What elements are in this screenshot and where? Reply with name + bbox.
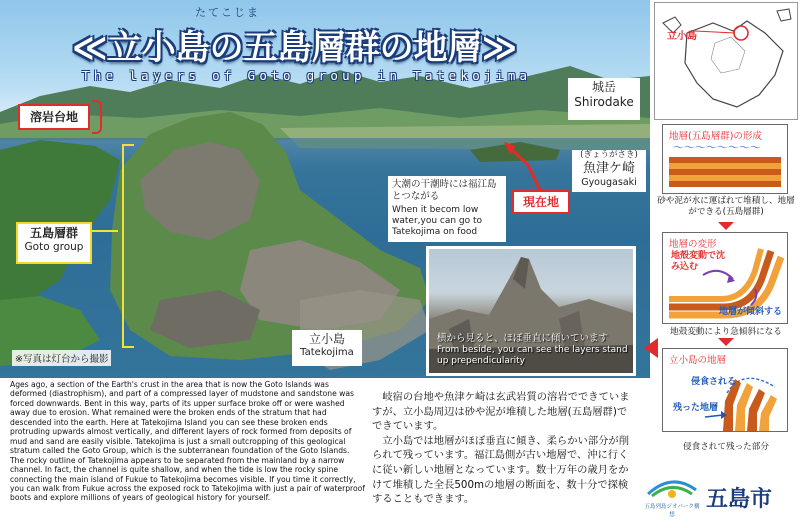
low-tide-note-en: When it becom low water,you can go to Tatekojima on food: [392, 204, 483, 238]
inset-caption-en: From beside, you can see the layers stand up prependicularity: [437, 344, 628, 367]
geopark-logo-name: 五島列島ジオパーク構想: [644, 504, 700, 518]
tilt-label: 地層が傾斜する: [719, 307, 783, 317]
arrow-down-icon: [718, 338, 734, 346]
shirodake-label-jp: 城岳: [591, 80, 616, 94]
deformation-caption: 地殻変動により急傾斜になる: [670, 327, 782, 337]
geopark-emblem-icon: [642, 470, 702, 502]
tatekojima-label-jp: 立小島: [308, 332, 345, 346]
deformation-panel-title: 地層の変形: [669, 239, 717, 250]
deformation-panel: [662, 232, 788, 324]
photo-note: ※写真は灯台から撮影: [12, 350, 111, 366]
inset-caption-jp: 横から見ると、ほぼ垂直に傾いています: [437, 333, 609, 344]
remaining-layers-label: 残った地層: [673, 403, 719, 413]
eroded-layers-illustration: [663, 361, 787, 431]
gyougasaki-label-en: Gyougasaki: [581, 176, 637, 188]
current-location-label: 現在地: [512, 190, 570, 214]
gyougasaki-label: [572, 150, 646, 192]
low-tide-note-jp: 大潮の干潮時には福江島とつながる: [392, 179, 497, 202]
shirodake-label-en: Shirodake: [574, 95, 634, 109]
tatekojima-label-en: Tatekojima: [300, 347, 354, 358]
page-title: ≪立小島の五島層群の地層≫: [72, 28, 518, 68]
english-paragraph-1: Ages ago, a section of the Earth's crust in the area that is now the Goto Islands was deformed (diastrophism), and part of a compressed layer of mudstone and sandstone was forced downwards. Bent in this way, parts of its upper surface broke off or were washed away due to erosion. What remained were the broken ends of the stratum that had descended into the earth. Here at Tatekojima Island you can see these broken ends protruding upwards almost vertically, and different layers of rock formed from deposits of mud and sand are easily visible. Tatekojima is just a small outcropping of this geological stratum called the Goto Group, which is the subterranean foundation of the Goto Islands.: [10, 380, 354, 456]
goto-city-logo: 五島市: [706, 487, 773, 512]
goto-group-extent-line: [122, 144, 124, 348]
page-title-english: The layers of Goto group in Tatekojima: [82, 68, 532, 83]
goto-group-extent-bottom: [122, 346, 134, 348]
inset-side-view-photo: [426, 246, 636, 376]
formation-water-waves: ～～～～～～～～: [673, 141, 761, 154]
goto-islands-map-illustration: [655, 3, 797, 119]
goto-group-label-en: Goto group: [24, 241, 84, 253]
formation-panel-title: 地層(五島層群)の形成: [669, 131, 762, 142]
lava-plateau-label: 溶岩台地: [18, 104, 90, 130]
subduction-label: 地殻変動で沈み込む: [671, 251, 726, 272]
arrow-left-icon: [644, 338, 658, 358]
location-map: [654, 2, 798, 120]
formation-caption: 砂や泥が水に運ばれて堆積し、地層ができる(五島層群): [657, 196, 795, 218]
arrow-down-icon: [718, 222, 734, 230]
formation-panel: [662, 124, 788, 194]
inset-caption: [437, 333, 633, 367]
sediment-layers-illustration: [663, 153, 787, 193]
japanese-paragraph-2: 立小島では地層がほぼ垂直に傾き、柔らかい部分が削られて残っています。福江島側が古い地層で、沖に行くに従い新しい地層となっています。数十万年の歳月をかけて堆積した全長500mの地層の断面を、数十分で探検することもできます。: [372, 434, 630, 506]
english-description: [10, 380, 366, 503]
goto-group-extent-top: [122, 144, 134, 146]
gyougasaki-furigana: (ぎょうがさき): [580, 150, 638, 160]
lava-plateau-bracket: [92, 100, 102, 134]
shirodake-label: [568, 78, 640, 120]
goto-group-label-jp: 五島層群: [29, 226, 78, 240]
remaining-caption: 侵食されて残った部分: [683, 442, 769, 452]
gyougasaki-label-jp: 魚津ケ崎: [582, 160, 635, 176]
japanese-description: [372, 390, 636, 507]
geopark-logo: [642, 470, 702, 518]
goto-group-label: [16, 222, 92, 264]
japanese-paragraph-1: 岐宿の台地や魚津ケ崎は玄武岩質の溶岩でできていますが、立小島周辺は砂や泥が堆積した地層(五島層群)でできています。: [372, 391, 630, 433]
tatekojima-label: [292, 330, 362, 366]
english-paragraph-2: The rocky outline of Tatekojima appears to be separated from the mainland by a narrow channel. In fact, the channel is quite shallow, and when the tide is low the rocky spine connecting the main island of Fukue to Tatekojima becomes visible. If you time it correctly, you can walk from Fukue across the exposed rock to Tatekojima with just a pair of waterproof boots and explore millions of years of geological history for yourself.: [10, 455, 365, 503]
eroded-label: 侵食される: [691, 377, 737, 387]
tatekojima-strata-title: 立小島の地層: [669, 355, 727, 366]
title-furigana: たてこじま: [195, 6, 260, 19]
map-location-label: 立小島: [667, 31, 697, 42]
tatekojima-strata-panel: [662, 348, 788, 432]
goto-group-pointer: [92, 230, 118, 250]
low-tide-note: [388, 176, 506, 242]
